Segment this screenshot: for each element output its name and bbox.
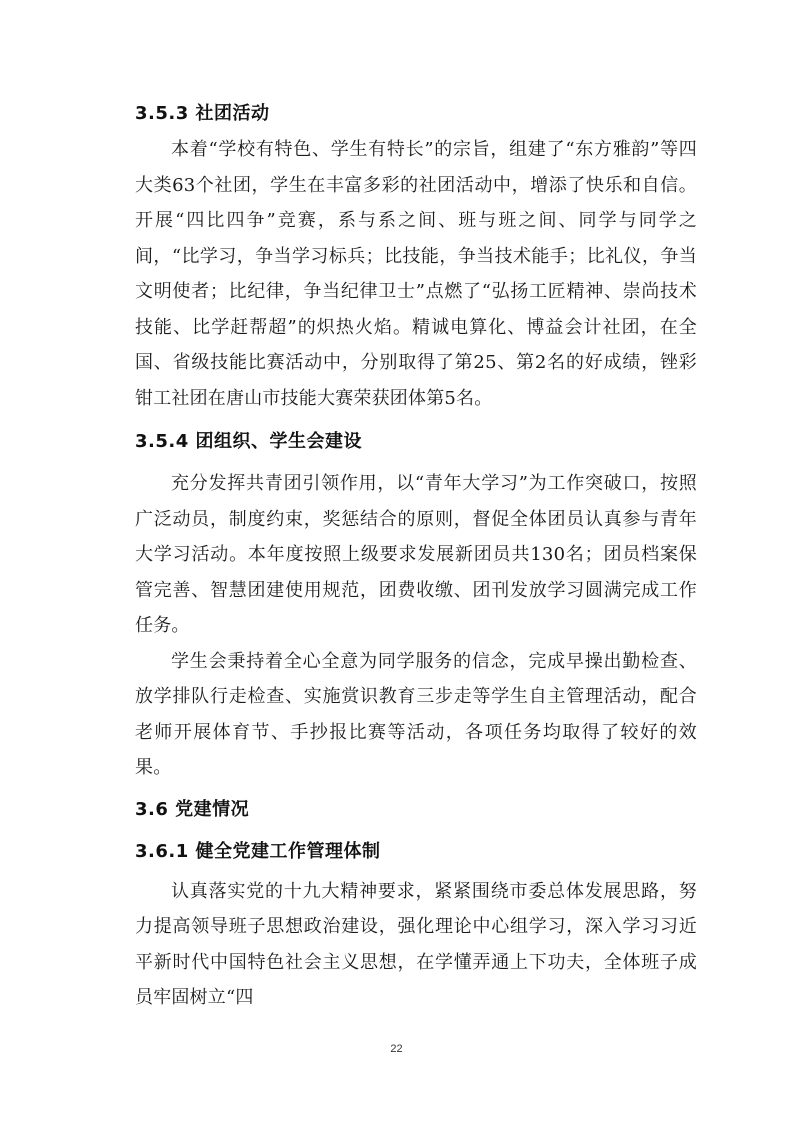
page-number: 22 — [390, 1043, 403, 1055]
section-heading-3-5-3: 3.5.3 社团活动 — [135, 103, 270, 124]
paragraph-youth-league: 充分发挥共青团引领作用，以“青年大学习”为工作突破口，按照广泛动员，制度约束，奖惩结合的原则，督促全体团员认真参与青年大学习活动。本年度按照上级要求发展新团员共130名；团员档案保管完善、智慧团建使用规范，团费收缴、团刊发放学习圆满完成工作任务。 — [135, 473, 697, 636]
section-heading-3-6-1: 3.6.1 健全党建工作管理体制 — [135, 840, 381, 862]
paragraph-student-union: 学生会秉持着全心全意为同学服务的信念，完成早操出勤检查、放学排队行走检查、实施赏识教育三步走等学生自主管理活动，配合老师开展体育节、手抄报比赛等活动，各项任务均取得了较好的效果。 — [135, 650, 697, 778]
section-heading-3-6: 3.6 党建情况 — [135, 798, 250, 820]
paragraph-club-activities: 本着“学校有特色、学生有特长”的宗旨，组建了“东方雅韵”等四大类63个社团，学生在丰富多彩的社团活动中，增添了快乐和自信。开展“四比四争”竞赛，系与系之间、班与班之间、同学与同学之间，“比学习，争当学习标兵；比技能，争当技术能手；比礼仪，争当文明使者；比纪律，争当纪律卫士”点燃了“弘扬工匠精神、崇尚技术技能、比学赶帮超”的炽热火焰。精诚电算化、博益会计社团，在全国、省级技能比赛活动中，分别取得了第25、第2名的好成绩，锉彩钳工社团在唐山市技能大赛荣获团体第5名。 — [135, 139, 697, 409]
paragraph-party-building: 认真落实党的十九大精神要求，紧紧围绕市委总体发展思路，努力提高领导班子思想政治建设，强化理论中心组学习，深入学习习近平新时代中国特色社会主义思想，在学懂弄通上下功夫，全体班子成员牢固树立“四 — [135, 880, 697, 1008]
page-content — [135, 96, 697, 1016]
section-heading-3-5-4: 3.5.4 团组织、学生会建设 — [135, 431, 363, 452]
